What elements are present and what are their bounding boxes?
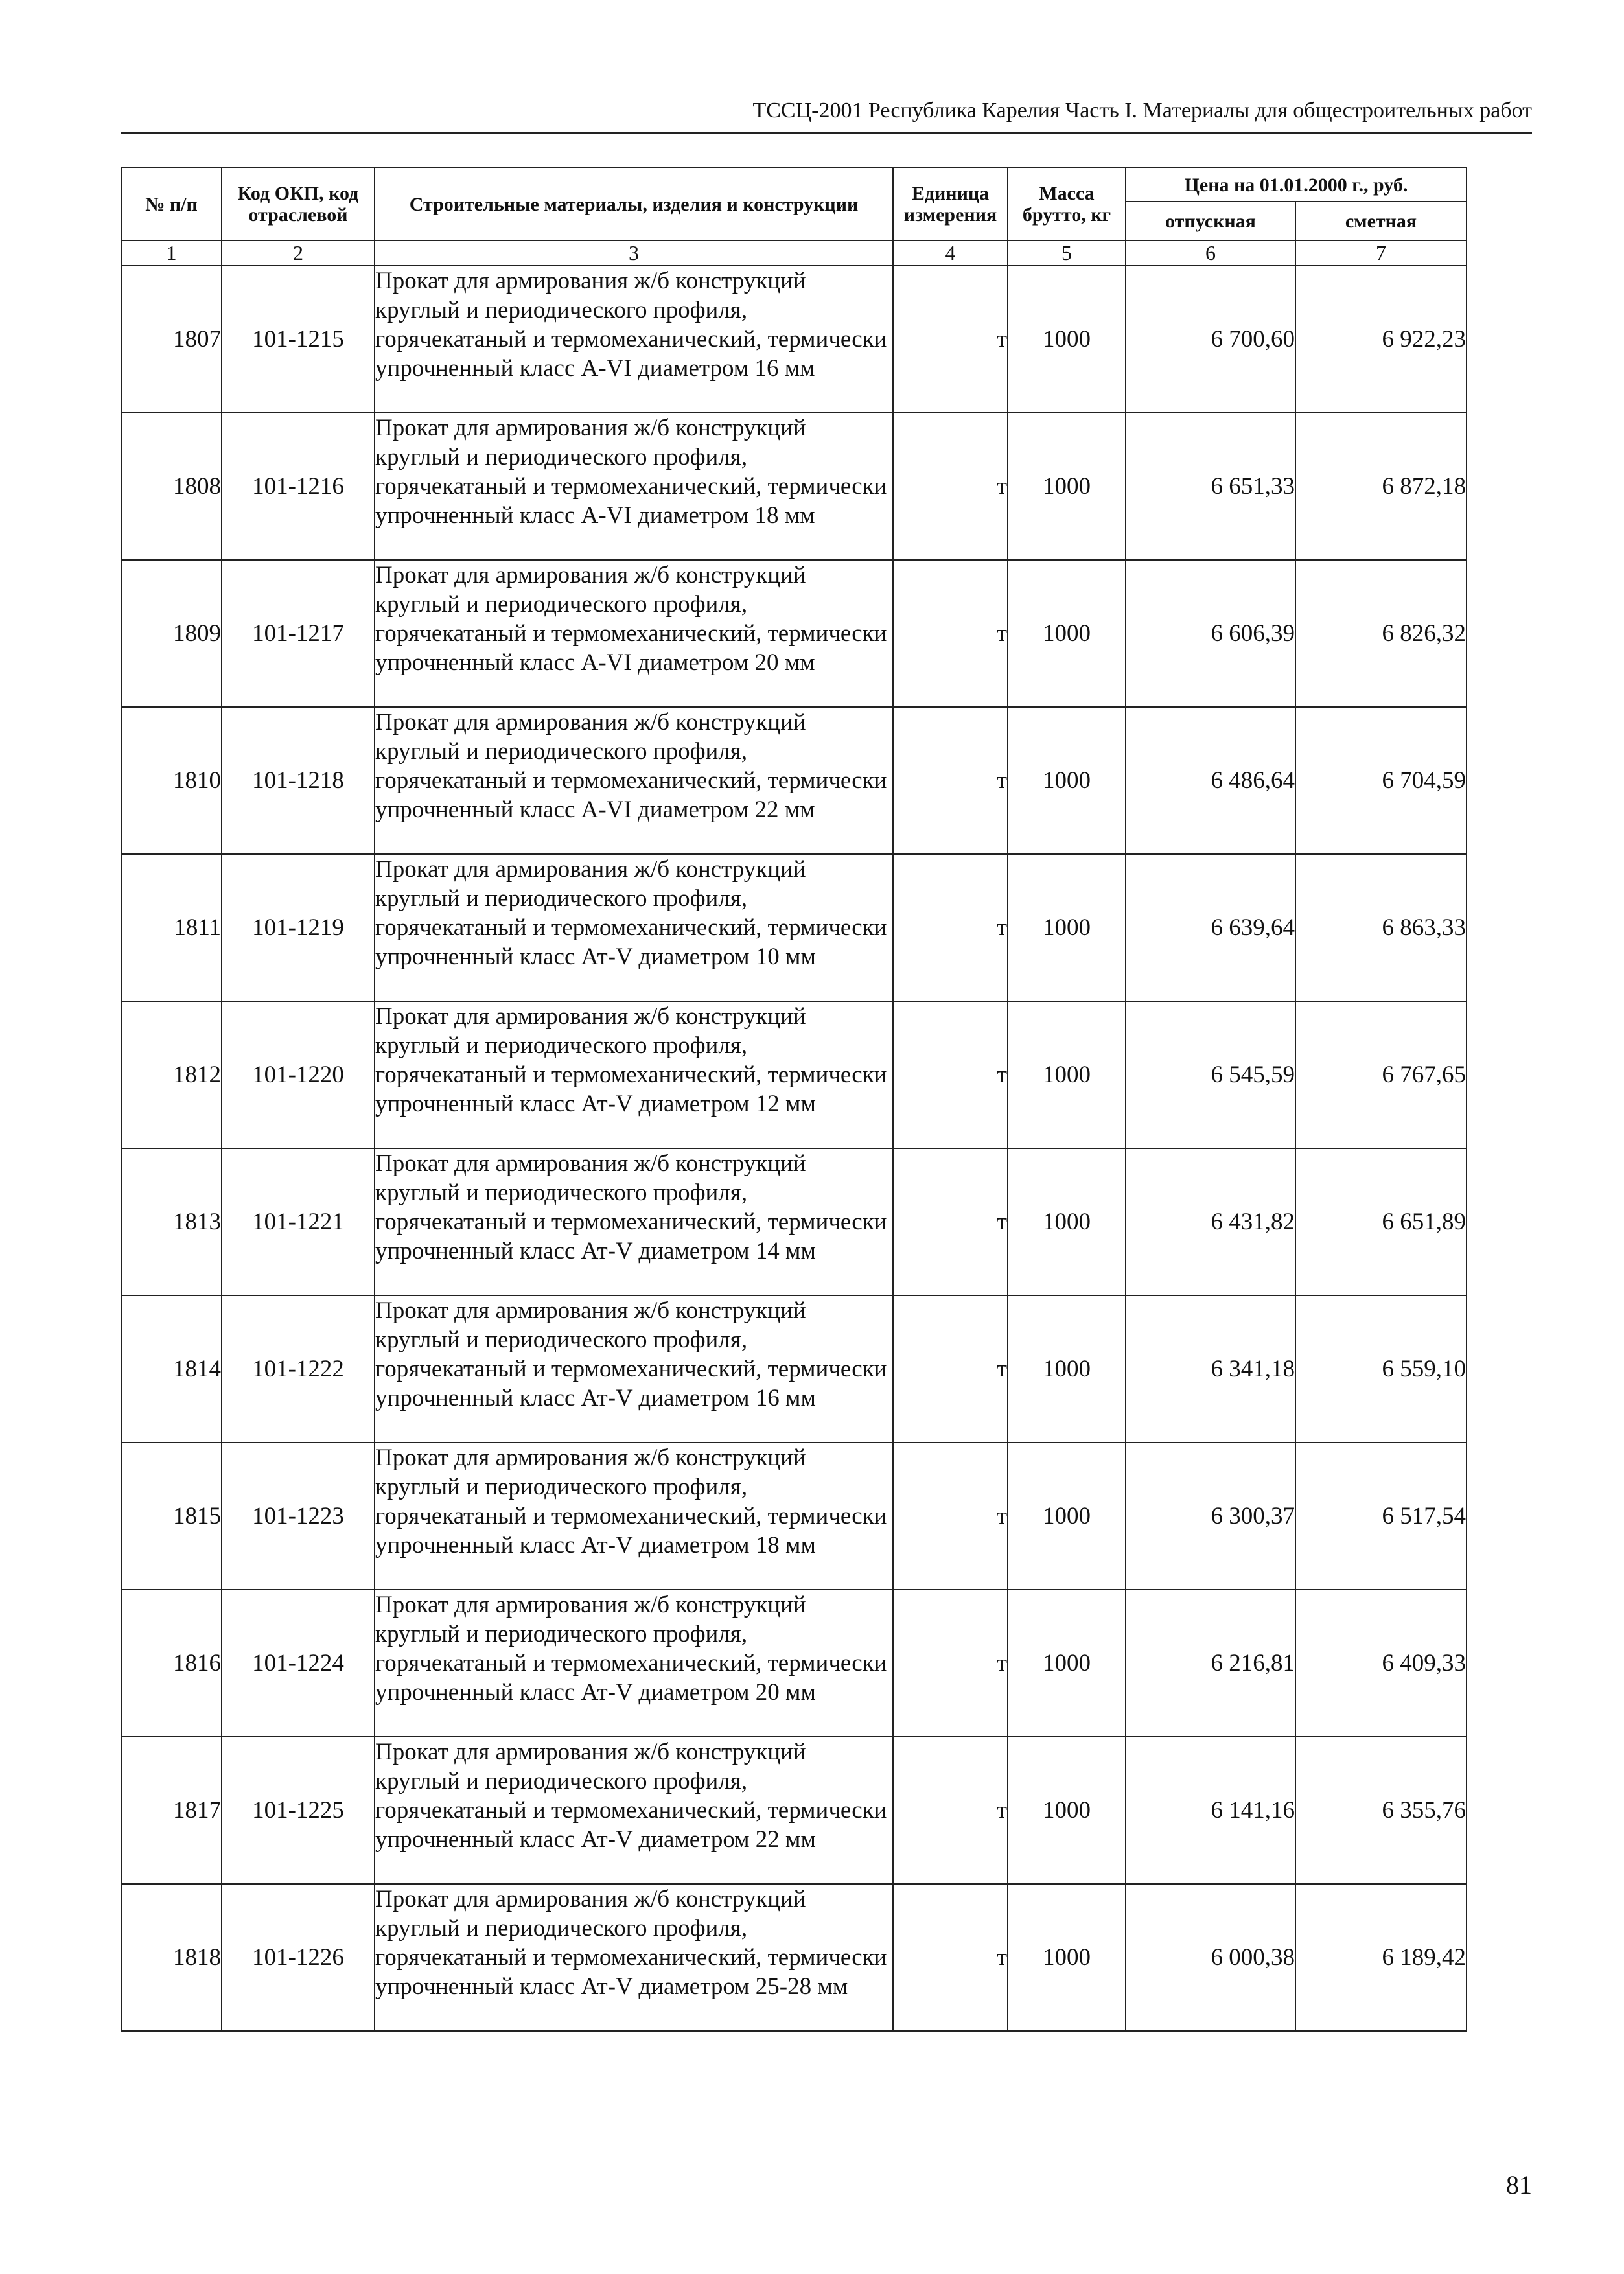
header-price-release: отпускная (1126, 202, 1295, 240)
row-unit: т (893, 1590, 1008, 1737)
row-index: 1813 (121, 1148, 222, 1295)
row-code: 101-1223 (222, 1443, 375, 1590)
page-number: 81 (1506, 2170, 1532, 2199)
row-unit: т (893, 707, 1008, 854)
row-description: Прокат для армирования ж/б конструкций круглый и периодического профиля, горячекатаный и термомеханический, термически упрочненный класс A-VI диаметром 16 мм (375, 266, 893, 413)
table-row (121, 1737, 1467, 1884)
row-price-release: 6 216,81 (1126, 1590, 1295, 1737)
header-code: Код ОКП, код отраслевой (222, 168, 375, 240)
row-description: Прокат для армирования ж/б конструкций круглый и периодического профиля, горячекатаный и термомеханический, термически упрочненный класс Ат-V диаметром 25-28 мм (375, 1884, 893, 2031)
row-price-release: 6 545,59 (1126, 1001, 1295, 1148)
table-row (121, 1590, 1467, 1737)
row-mass: 1000 (1008, 266, 1126, 413)
col-number: 2 (222, 240, 375, 266)
header-unit: Единица измерения (893, 168, 1008, 240)
row-unit: т (893, 1001, 1008, 1148)
row-mass: 1000 (1008, 1884, 1126, 2031)
row-unit: т (893, 1443, 1008, 1590)
col-number: 3 (375, 240, 893, 266)
row-description: Прокат для армирования ж/б конструкций круглый и периодического профиля, горячекатаный и термомеханический, термически упрочненный класс A-VI диаметром 20 мм (375, 560, 893, 707)
row-price-release: 6 486,64 (1126, 707, 1295, 854)
row-unit: т (893, 1884, 1008, 2031)
table-row (121, 266, 1467, 413)
row-mass: 1000 (1008, 560, 1126, 707)
row-code: 101-1226 (222, 1884, 375, 2031)
row-price-estimate: 6 189,42 (1295, 1884, 1467, 2031)
row-description: Прокат для армирования ж/б конструкций круглый и периодического профиля, горячекатаный и термомеханический, термически упрочненный класс Ат-V диаметром 22 мм (375, 1737, 893, 1884)
row-description: Прокат для армирования ж/б конструкций круглый и периодического профиля, горячекатаный и термомеханический, термически упрочненный класс Ат-V диаметром 18 мм (375, 1443, 893, 1590)
row-code: 101-1219 (222, 854, 375, 1001)
header-mass: Масса брутто, кг (1008, 168, 1126, 240)
row-index: 1809 (121, 560, 222, 707)
row-mass: 1000 (1008, 1148, 1126, 1295)
row-description: Прокат для армирования ж/б конструкций круглый и периодического профиля, горячекатаный и термомеханический, термически упрочненный класс Ат-V диаметром 10 мм (375, 854, 893, 1001)
row-price-release: 6 000,38 (1126, 1884, 1295, 2031)
row-price-estimate: 6 355,76 (1295, 1737, 1467, 1884)
row-price-release: 6 141,16 (1126, 1737, 1295, 1884)
row-price-estimate: 6 767,65 (1295, 1001, 1467, 1148)
table-row (121, 1443, 1467, 1590)
row-price-estimate: 6 559,10 (1295, 1295, 1467, 1443)
row-index: 1818 (121, 1884, 222, 2031)
row-index: 1808 (121, 413, 222, 560)
row-unit: т (893, 560, 1008, 707)
row-price-release: 6 431,82 (1126, 1148, 1295, 1295)
row-mass: 1000 (1008, 1295, 1126, 1443)
table-row (121, 707, 1467, 854)
row-mass: 1000 (1008, 413, 1126, 560)
row-price-estimate: 6 863,33 (1295, 854, 1467, 1001)
table-row (121, 854, 1467, 1001)
row-mass: 1000 (1008, 707, 1126, 854)
row-description: Прокат для армирования ж/б конструкций круглый и периодического профиля, горячекатаный и термомеханический, термически упрочненный класс Ат-V диаметром 16 мм (375, 1295, 893, 1443)
row-price-estimate: 6 651,89 (1295, 1148, 1467, 1295)
table-row (121, 1148, 1467, 1295)
row-mass: 1000 (1008, 1590, 1126, 1737)
row-index: 1807 (121, 266, 222, 413)
row-code: 101-1225 (222, 1737, 375, 1884)
row-index: 1817 (121, 1737, 222, 1884)
materials-table (121, 167, 1467, 2032)
row-index: 1814 (121, 1295, 222, 1443)
row-price-release: 6 300,37 (1126, 1443, 1295, 1590)
table-row (121, 560, 1467, 707)
row-price-release: 6 651,33 (1126, 413, 1295, 560)
col-number: 5 (1008, 240, 1126, 266)
col-number: 7 (1295, 240, 1467, 266)
col-number: 1 (121, 240, 222, 266)
row-unit: т (893, 266, 1008, 413)
row-code: 101-1224 (222, 1590, 375, 1737)
row-mass: 1000 (1008, 1737, 1126, 1884)
row-code: 101-1217 (222, 560, 375, 707)
row-index: 1815 (121, 1443, 222, 1590)
row-index: 1816 (121, 1590, 222, 1737)
table-row (121, 1001, 1467, 1148)
row-code: 101-1218 (222, 707, 375, 854)
row-code: 101-1216 (222, 413, 375, 560)
row-price-estimate: 6 704,59 (1295, 707, 1467, 854)
table-row (121, 1295, 1467, 1443)
row-unit: т (893, 413, 1008, 560)
row-description: Прокат для армирования ж/б конструкций круглый и периодического профиля, горячекатаный и термомеханический, термически упрочненный класс Ат-V диаметром 12 мм (375, 1001, 893, 1148)
row-index: 1810 (121, 707, 222, 854)
header-idx: № п/п (121, 168, 222, 240)
row-index: 1811 (121, 854, 222, 1001)
row-code: 101-1220 (222, 1001, 375, 1148)
row-price-release: 6 639,64 (1126, 854, 1295, 1001)
row-description: Прокат для армирования ж/б конструкций круглый и периодического профиля, горячекатаный и термомеханический, термически упрочненный класс Ат-V диаметром 20 мм (375, 1590, 893, 1737)
header-price-estimate: сметная (1295, 202, 1467, 240)
col-number: 4 (893, 240, 1008, 266)
row-price-release: 6 341,18 (1126, 1295, 1295, 1443)
row-price-release: 6 700,60 (1126, 266, 1295, 413)
col-number: 6 (1126, 240, 1295, 266)
row-mass: 1000 (1008, 1001, 1126, 1148)
header-title: ТССЦ-2001 Республика Карелия Часть I. Материалы для общестроительных работ (752, 99, 1532, 122)
row-mass: 1000 (1008, 1443, 1126, 1590)
header-price-group: Цена на 01.01.2000 г., руб. (1126, 168, 1467, 202)
row-price-estimate: 6 409,33 (1295, 1590, 1467, 1737)
row-index: 1812 (121, 1001, 222, 1148)
row-mass: 1000 (1008, 854, 1126, 1001)
row-code: 101-1215 (222, 266, 375, 413)
page-header (121, 96, 1532, 134)
row-unit: т (893, 854, 1008, 1001)
row-price-estimate: 6 517,54 (1295, 1443, 1467, 1590)
row-unit: т (893, 1295, 1008, 1443)
table-row (121, 413, 1467, 560)
row-description: Прокат для армирования ж/б конструкций круглый и периодического профиля, горячекатаный и термомеханический, термически упрочненный класс A-VI диаметром 22 мм (375, 707, 893, 854)
row-unit: т (893, 1737, 1008, 1884)
row-price-estimate: 6 826,32 (1295, 560, 1467, 707)
table-row (121, 1884, 1467, 2031)
row-unit: т (893, 1148, 1008, 1295)
row-code: 101-1222 (222, 1295, 375, 1443)
row-price-estimate: 6 922,23 (1295, 266, 1467, 413)
row-description: Прокат для армирования ж/б конструкций круглый и периодического профиля, горячекатаный и термомеханический, термически упрочненный класс Ат-V диаметром 14 мм (375, 1148, 893, 1295)
header-desc: Строительные материалы, изделия и конструкции (375, 168, 893, 240)
row-description: Прокат для армирования ж/б конструкций круглый и периодического профиля, горячекатаный и термомеханический, термически упрочненный класс A-VI диаметром 18 мм (375, 413, 893, 560)
row-code: 101-1221 (222, 1148, 375, 1295)
row-price-estimate: 6 872,18 (1295, 413, 1467, 560)
row-price-release: 6 606,39 (1126, 560, 1295, 707)
